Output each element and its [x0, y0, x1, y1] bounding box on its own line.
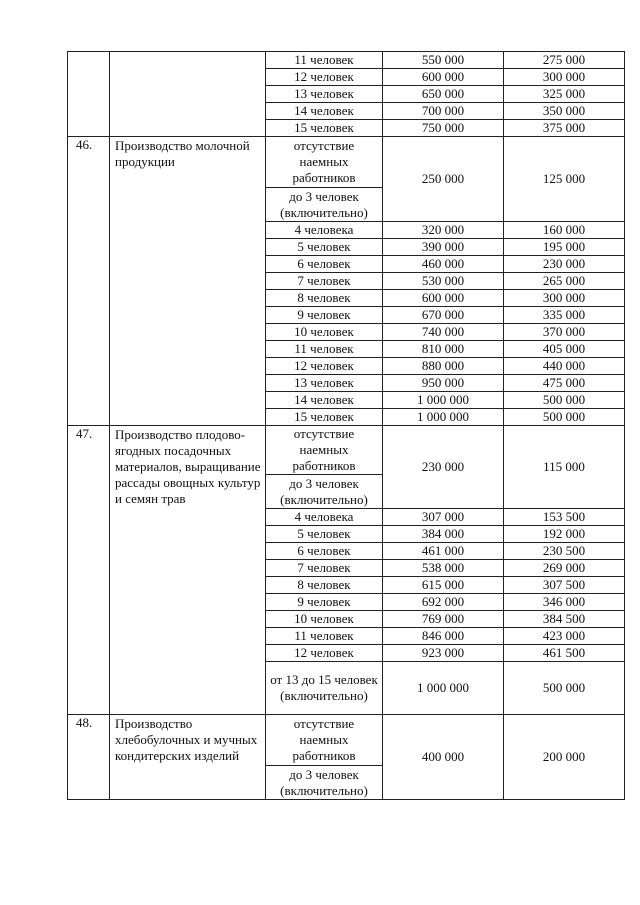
value-cell: 475 000: [504, 375, 625, 392]
value-cell: 500 000: [504, 662, 625, 715]
employees-cell: 7 человек: [266, 273, 383, 290]
entry-number-cell: 46.: [68, 137, 110, 426]
entry-number-cell: [68, 52, 110, 137]
employees-cell: 4 человека: [266, 509, 383, 526]
table-row: [68, 137, 625, 188]
value-cell: 692 000: [383, 594, 504, 611]
value-cell: 950 000: [383, 375, 504, 392]
value-cell: 384 000: [383, 526, 504, 543]
value-cell: 1 000 000: [383, 409, 504, 426]
value-cell: 461 500: [504, 645, 625, 662]
value-cell: 423 000: [504, 628, 625, 645]
value-cell: 230 000: [383, 426, 504, 509]
employees-cell: от 13 до 15 человек (включительно): [266, 662, 383, 715]
value-cell: 153 500: [504, 509, 625, 526]
value-cell: 300 000: [504, 290, 625, 307]
value-cell: 160 000: [504, 222, 625, 239]
value-cell: 307 500: [504, 577, 625, 594]
employees-cell: до 3 человек (включительно): [266, 766, 383, 800]
value-cell: 320 000: [383, 222, 504, 239]
value-cell: 1 000 000: [383, 662, 504, 715]
employees-cell: 9 человек: [266, 307, 383, 324]
value-cell: 346 000: [504, 594, 625, 611]
value-cell: 275 000: [504, 52, 625, 69]
activity-cell: Производство молочной продукции: [110, 137, 266, 426]
employees-cell: 9 человек: [266, 594, 383, 611]
value-cell: 269 000: [504, 560, 625, 577]
value-cell: 670 000: [383, 307, 504, 324]
value-cell: 115 000: [504, 426, 625, 509]
employees-cell: отсутствие наемных работников: [266, 426, 383, 475]
value-cell: 230 000: [504, 256, 625, 273]
entry-number-cell: 47.: [68, 426, 110, 715]
value-cell: 375 000: [504, 120, 625, 137]
employees-cell: 14 человек: [266, 392, 383, 409]
value-cell: 335 000: [504, 307, 625, 324]
value-cell: 307 000: [383, 509, 504, 526]
value-cell: 265 000: [504, 273, 625, 290]
value-cell: 923 000: [383, 645, 504, 662]
value-cell: 700 000: [383, 103, 504, 120]
table-row: [68, 426, 625, 475]
value-cell: 195 000: [504, 239, 625, 256]
value-cell: 384 500: [504, 611, 625, 628]
employees-cell: 15 человек: [266, 409, 383, 426]
employees-cell: 10 человек: [266, 611, 383, 628]
value-cell: 810 000: [383, 341, 504, 358]
employees-cell: отсутствие наемных работников: [266, 137, 383, 188]
tax-table: [67, 51, 625, 800]
employees-cell: 4 человека: [266, 222, 383, 239]
value-cell: 390 000: [383, 239, 504, 256]
value-cell: 500 000: [504, 409, 625, 426]
value-cell: 461 000: [383, 543, 504, 560]
activity-cell: Производство плодово-ягодных посадочных материалов, выращивание рассады овощных культур и семян трав: [110, 426, 266, 715]
value-cell: 230 500: [504, 543, 625, 560]
value-cell: 880 000: [383, 358, 504, 375]
value-cell: 400 000: [383, 715, 504, 800]
value-cell: 440 000: [504, 358, 625, 375]
employees-cell: 6 человек: [266, 256, 383, 273]
value-cell: 538 000: [383, 560, 504, 577]
value-cell: 460 000: [383, 256, 504, 273]
value-cell: 250 000: [383, 137, 504, 222]
employees-cell: 13 человек: [266, 86, 383, 103]
employees-cell: 12 человек: [266, 358, 383, 375]
value-cell: 740 000: [383, 324, 504, 341]
employees-cell: отсутствие наемных работников: [266, 715, 383, 766]
employees-cell: 15 человек: [266, 120, 383, 137]
value-cell: 200 000: [504, 715, 625, 800]
value-cell: 600 000: [383, 69, 504, 86]
employees-cell: до 3 человек (включительно): [266, 188, 383, 222]
employees-cell: 7 человек: [266, 560, 383, 577]
value-cell: 300 000: [504, 69, 625, 86]
value-cell: 650 000: [383, 86, 504, 103]
value-cell: 615 000: [383, 577, 504, 594]
activity-cell: Производство хлебобулочных и мучных кондитерских изделий: [110, 715, 266, 800]
table-row: [68, 52, 625, 69]
employees-cell: 11 человек: [266, 341, 383, 358]
employees-cell: 6 человек: [266, 543, 383, 560]
value-cell: 325 000: [504, 86, 625, 103]
employees-cell: 5 человек: [266, 526, 383, 543]
value-cell: 769 000: [383, 611, 504, 628]
value-cell: 750 000: [383, 120, 504, 137]
value-cell: 550 000: [383, 52, 504, 69]
entry-number-cell: 48.: [68, 715, 110, 800]
value-cell: 530 000: [383, 273, 504, 290]
employees-cell: 5 человек: [266, 239, 383, 256]
value-cell: 350 000: [504, 103, 625, 120]
activity-cell: [110, 52, 266, 137]
value-cell: 600 000: [383, 290, 504, 307]
value-cell: 370 000: [504, 324, 625, 341]
value-cell: 1 000 000: [383, 392, 504, 409]
value-cell: 192 000: [504, 526, 625, 543]
employees-cell: 12 человек: [266, 69, 383, 86]
employees-cell: 13 человек: [266, 375, 383, 392]
value-cell: 500 000: [504, 392, 625, 409]
employees-cell: 11 человек: [266, 628, 383, 645]
table-row: [68, 715, 625, 766]
employees-cell: 14 человек: [266, 103, 383, 120]
employees-cell: 10 человек: [266, 324, 383, 341]
employees-cell: 8 человек: [266, 290, 383, 307]
value-cell: 125 000: [504, 137, 625, 222]
employees-cell: 12 человек: [266, 645, 383, 662]
value-cell: 405 000: [504, 341, 625, 358]
employees-cell: 8 человек: [266, 577, 383, 594]
employees-cell: 11 человек: [266, 52, 383, 69]
value-cell: 846 000: [383, 628, 504, 645]
employees-cell: до 3 человек (включительно): [266, 475, 383, 509]
